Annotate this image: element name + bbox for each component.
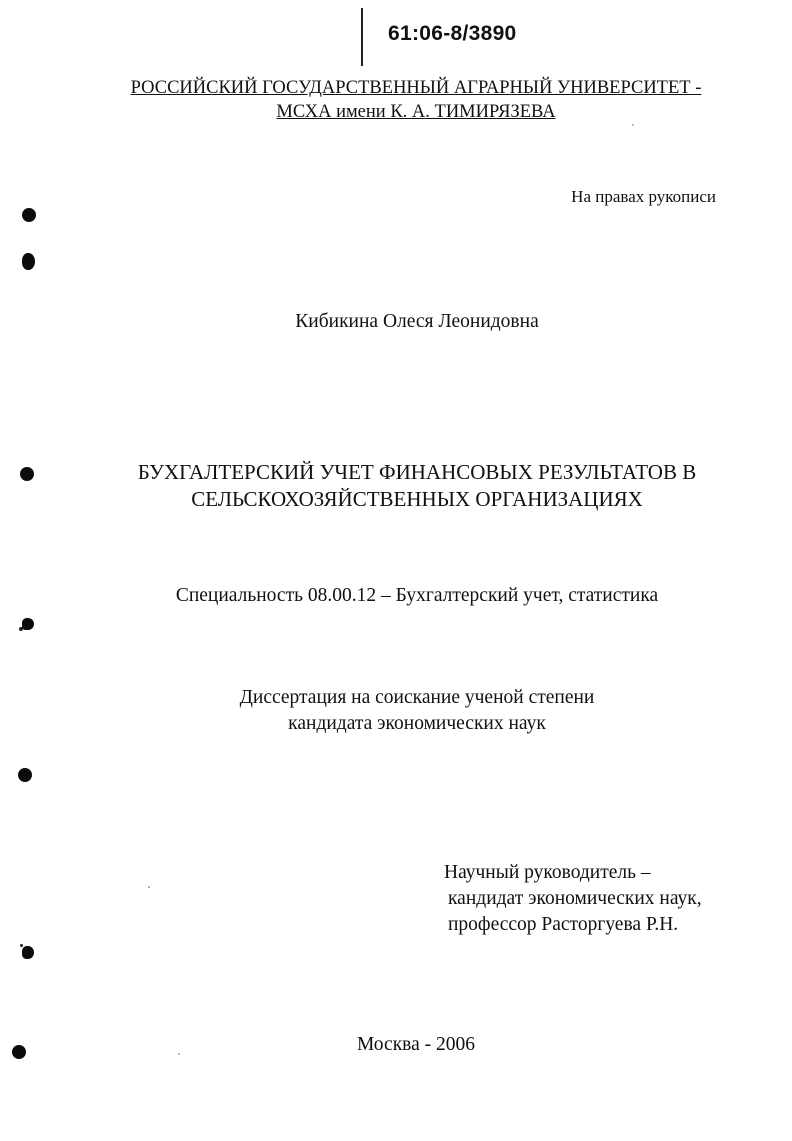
degree-line-1: Диссертация на соискание ученой степени	[239, 687, 595, 708]
punch-hole	[22, 946, 34, 959]
thesis-title-line-1: БУХГАЛТЕРСКИЙ УЧЕТ ФИНАНСОВЫХ РЕЗУЛЬТАТОВ В	[137, 460, 697, 484]
punch-hole	[22, 618, 34, 630]
degree-line-2: кандидата экономических наук	[288, 713, 546, 734]
scan-speck	[632, 124, 634, 126]
city-year: Москва - 2006	[356, 1034, 476, 1055]
punch-hole	[12, 1045, 26, 1059]
punch-hole	[22, 208, 36, 222]
supervisor-block	[444, 860, 702, 938]
manuscript-note: На правах рукописи	[571, 187, 716, 206]
scan-speck	[20, 944, 23, 947]
scan-speck	[178, 1053, 180, 1055]
punch-hole	[22, 253, 35, 270]
supervisor-line-2: кандидат экономических наук,	[448, 888, 702, 909]
archive-stamp-line	[361, 8, 363, 66]
scan-speck	[19, 627, 23, 631]
degree-statement	[60, 685, 774, 737]
author-name: Кибикина Олеся Леонидовна	[295, 311, 539, 332]
supervisor-line-1: Научный руководитель –	[444, 862, 651, 883]
punch-hole	[18, 768, 32, 782]
supervisor-line-3: профессор Расторгуева Р.Н.	[448, 914, 679, 935]
thesis-title-line-2: СЕЛЬСКОХОЗЯЙСТВЕННЫХ ОРГАНИЗАЦИЯХ	[191, 487, 643, 511]
specialty: Специальность 08.00.12 – Бухгалтерский учет, статистика	[175, 585, 659, 606]
university-line-1: РОССИЙСКИЙ ГОСУДАРСТВЕННЫЙ АГРАРНЫЙ УНИВЕРСИТЕТ -	[130, 78, 702, 98]
archive-code: 61:06-8/3890	[388, 22, 517, 45]
scan-speck	[148, 886, 150, 888]
university-name	[60, 76, 772, 124]
university-line-2: МСХА имени К. А. ТИМИРЯЗЕВА	[276, 102, 556, 122]
thesis-title	[60, 459, 774, 513]
punch-hole	[20, 467, 34, 481]
